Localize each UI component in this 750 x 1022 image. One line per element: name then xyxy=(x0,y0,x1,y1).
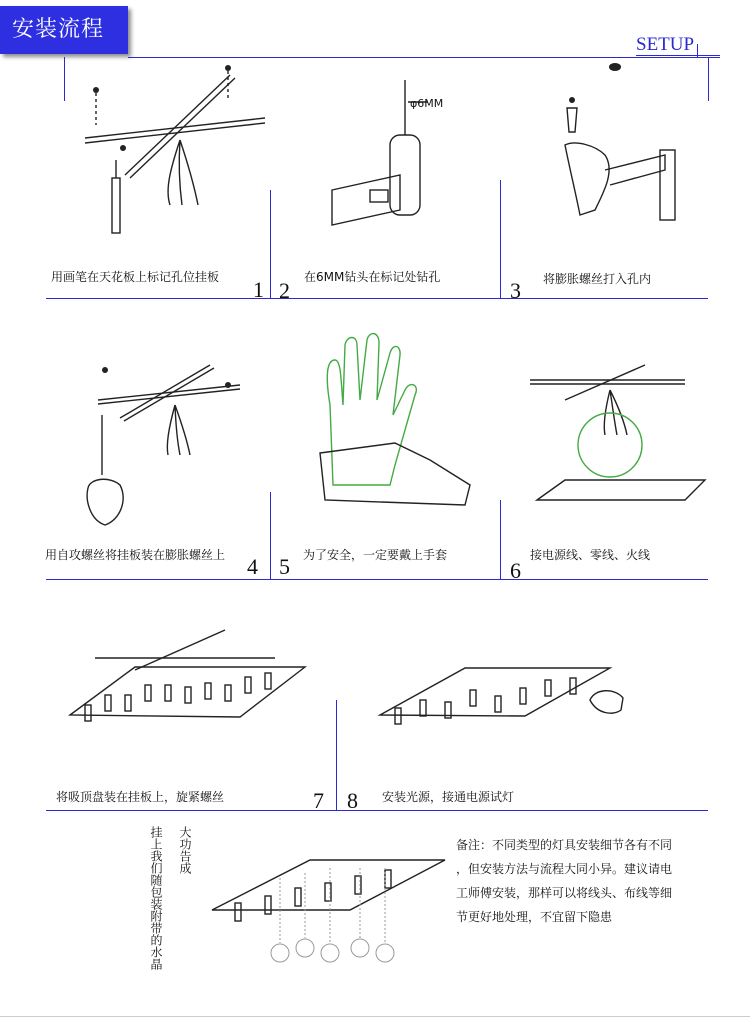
drill-size-label: φ6MM xyxy=(410,97,444,110)
right-edge-line xyxy=(708,57,709,101)
step7-number: 7 xyxy=(313,788,324,813)
installation-note xyxy=(456,833,716,929)
divider-1-2 xyxy=(270,190,271,298)
step3-number: 3 xyxy=(510,278,521,303)
step8-number: 8 xyxy=(347,788,358,813)
note-line-3: 工师傅安装，那样可以将线头、布线等细 xyxy=(456,886,673,900)
divider-4-5 xyxy=(270,492,271,579)
step2-illustration xyxy=(320,80,480,230)
step8-caption: 安装光源，接通电源试灯 xyxy=(382,790,515,804)
step5-number: 5 xyxy=(279,554,290,579)
step7-caption: 将吸顶盘装在挂板上，旋紧螺丝 xyxy=(56,790,225,804)
step2-number: 2 xyxy=(279,278,290,303)
divider-5-6 xyxy=(500,500,501,579)
step6-caption: 接电源线、零线、火线 xyxy=(530,548,651,562)
final-illustration xyxy=(210,858,455,978)
step6-number: 6 xyxy=(510,558,521,583)
note-line-1: 备注：不同类型的灯具安装细节各有不同 xyxy=(456,838,673,852)
step8-illustration xyxy=(375,660,625,740)
step1-number: 1 xyxy=(253,277,264,302)
row1-rule xyxy=(46,298,708,299)
step1-illustration xyxy=(70,60,270,240)
final-text-crystal: 挂上我们随包装附带的水晶 xyxy=(149,826,163,970)
note-line-4: 节更好地处理，不宜留下隐患 xyxy=(456,910,613,924)
page-bottom-rule xyxy=(0,1016,750,1017)
divider-2-3 xyxy=(500,180,501,298)
step2-caption: 在6MM钻头在标记处钻孔 xyxy=(304,270,441,284)
setup-label: SETUP xyxy=(636,34,695,55)
note-line-2: ，但安装方法与流程大同小异。建议请电 xyxy=(456,862,673,876)
step4-illustration xyxy=(80,360,260,530)
header-rule xyxy=(128,57,720,58)
divider-7-8 xyxy=(336,700,337,810)
page-title-tab: 安装流程 xyxy=(0,6,128,54)
left-edge-line xyxy=(64,57,65,101)
step5-illustration xyxy=(305,335,475,505)
setup-underline xyxy=(636,55,720,56)
step7-illustration xyxy=(65,625,320,755)
step6-illustration xyxy=(525,360,715,510)
step3-caption: 将膨胀螺丝打入孔内 xyxy=(543,272,652,286)
step5-caption: 为了安全，一定要戴上手套 xyxy=(303,548,448,562)
row3-rule xyxy=(46,810,708,811)
setup-tick xyxy=(697,44,698,58)
step4-number: 4 xyxy=(247,554,258,579)
final-text-done: 大功告成 xyxy=(178,826,192,874)
row2-rule xyxy=(46,579,708,580)
step4-caption: 用自攻螺丝将挂板装在膨胀螺丝上 xyxy=(45,548,226,562)
step3-illustration xyxy=(555,60,685,230)
step1-caption: 用画笔在天花板上标记孔位挂板 xyxy=(51,270,220,284)
